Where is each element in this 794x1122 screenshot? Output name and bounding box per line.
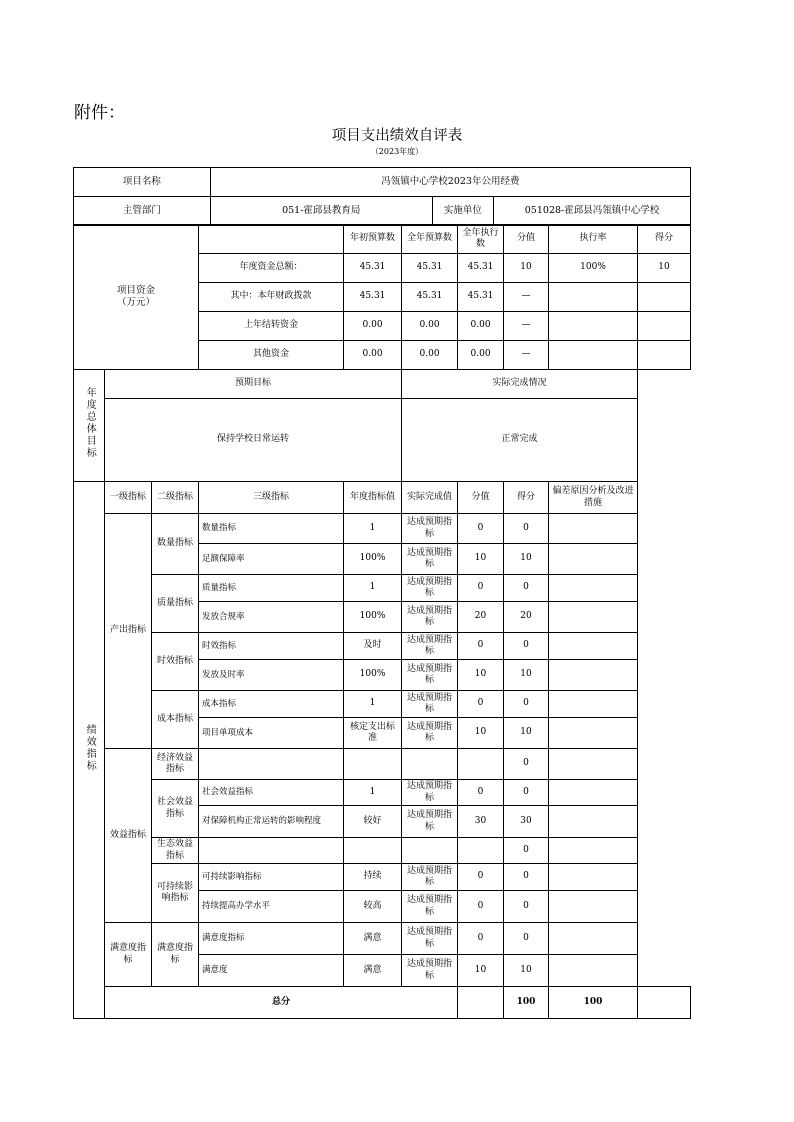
ind-header: 实际完成值 [402, 482, 458, 514]
fund-header: 全年预算数 [402, 225, 458, 254]
annex-label: 附件： [74, 103, 125, 123]
ind-header: 三级指标 [199, 482, 344, 514]
indicator-name: 足额保障率 [199, 544, 344, 575]
indicator-deviation [549, 749, 638, 780]
indicator-value [458, 749, 504, 780]
indicator-deviation [549, 780, 638, 806]
indicator-deviation [549, 806, 638, 838]
fund-header: 年初预算数 [344, 225, 402, 254]
indicator-value [458, 838, 504, 864]
indicator-deviation [549, 602, 638, 633]
indicator-score: 30 [504, 806, 549, 838]
indicator-deviation [549, 544, 638, 575]
indicator-target: 1 [344, 691, 402, 718]
ind-header: 二级指标 [152, 482, 199, 514]
indicator-deviation [549, 864, 638, 891]
expected-goal-header: 预期目标 [105, 370, 402, 399]
indicator-target: 较高 [344, 891, 402, 923]
fund-full: 0.00 [402, 312, 458, 341]
fund-full: 45.31 [402, 283, 458, 312]
indicator-value: 20 [458, 602, 504, 633]
indicator-name: 发放合规率 [199, 602, 344, 633]
indicator-score: 0 [504, 923, 549, 955]
indicator-score: 0 [504, 514, 549, 544]
fund-full: 45.31 [402, 254, 458, 283]
indicator-score: 0 [504, 891, 549, 923]
indicator-target [344, 749, 402, 780]
level1-satisfaction: 满意度指标 [105, 923, 152, 987]
indicator-target: 1 [344, 514, 402, 544]
indicator-value: 10 [458, 544, 504, 575]
indicator-value: 0 [458, 780, 504, 806]
fund-init: 0.00 [344, 312, 402, 341]
ind-header: 得分 [504, 482, 549, 514]
fund-score-value: 10 [504, 254, 549, 283]
level1-output: 产出指标 [105, 514, 152, 749]
ind-header: 偏差原因分析及改进措施 [549, 482, 638, 514]
total-score: 100 [549, 987, 638, 1019]
indicator-name: 可持续影响指标 [199, 864, 344, 891]
indicator-value: 10 [458, 718, 504, 749]
department-label: 主管部门 [74, 197, 211, 226]
total-deviation [638, 987, 691, 1019]
indicator-score: 10 [504, 955, 549, 987]
indicator-actual: 达成预期指标 [402, 780, 458, 806]
level2-timeliness: 时效指标 [152, 633, 199, 691]
year-subtitle: （2023年度） [370, 147, 424, 156]
indicator-actual: 达成预期指标 [402, 891, 458, 923]
indicator-target: 1 [344, 780, 402, 806]
indicator-value: 0 [458, 864, 504, 891]
fund-init: 0.00 [344, 341, 402, 370]
evaluation-table [73, 167, 691, 226]
level2-sustainable: 可持续影响指标 [152, 864, 199, 923]
fund-row-label: 其中：本年财政拨款 [199, 283, 344, 312]
indicator-value: 0 [458, 514, 504, 544]
indicator-actual: 达成预期指标 [402, 602, 458, 633]
indicator-actual: 达成预期指标 [402, 864, 458, 891]
project-name-value: 冯瓴镇中心学校2023年公用经费 [210, 168, 690, 197]
indicator-name: 发放及时率 [199, 660, 344, 691]
level1-benefit: 效益指标 [105, 749, 152, 923]
fund-score-value: — [504, 283, 549, 312]
indicator-actual: 达成预期指标 [402, 514, 458, 544]
indicator-actual: 达成预期指标 [402, 544, 458, 575]
indicator-actual: 达成预期指标 [402, 691, 458, 718]
fund-row-label: 上年结转资金 [199, 312, 344, 341]
fund-exec: 0.00 [458, 341, 504, 370]
fund-score-value: — [504, 341, 549, 370]
fund-exec: 45.31 [458, 254, 504, 283]
indicator-name [199, 838, 344, 864]
perf-indicator-label: 绩效指标 [74, 482, 105, 1019]
fund-exec: 45.31 [458, 283, 504, 312]
indicator-score: 0 [504, 691, 549, 718]
fund-rate [549, 312, 638, 341]
impl-unit-value: 051028-霍邱县冯瓴镇中心学校 [494, 197, 691, 226]
indicator-value: 0 [458, 691, 504, 718]
indicator-deviation [549, 633, 638, 660]
indicator-value: 30 [458, 806, 504, 838]
indicator-target: 核定支出标准 [344, 718, 402, 749]
indicator-actual: 达成预期指标 [402, 633, 458, 660]
fund-score [638, 283, 691, 312]
indicator-name: 数量指标 [199, 514, 344, 544]
level2-ecological: 生态效益指标 [152, 838, 199, 864]
indicator-actual: 达成预期指标 [402, 806, 458, 838]
indicator-score: 10 [504, 718, 549, 749]
fund-rate [549, 283, 638, 312]
page-title: 项目支出绩效自评表 [331, 128, 463, 144]
indicator-target: 持续 [344, 864, 402, 891]
indicator-deviation [549, 575, 638, 602]
ind-header: 年度指标值 [344, 482, 402, 514]
level2-quality: 质量指标 [152, 575, 199, 633]
total-label: 总分 [105, 987, 458, 1019]
fund-score [638, 341, 691, 370]
fund-row-label: 年度资金总额： [199, 254, 344, 283]
indicator-score: 10 [504, 544, 549, 575]
indicator-score: 0 [504, 633, 549, 660]
indicator-target: 1 [344, 575, 402, 602]
actual-goal-value: 正常完成 [402, 399, 638, 482]
indicator-target: 及时 [344, 633, 402, 660]
project-name-label: 项目名称 [74, 168, 211, 197]
level2-quantity: 数量指标 [152, 514, 199, 575]
impl-unit-label: 实施单位 [432, 197, 493, 226]
fund-score: 10 [638, 254, 691, 283]
fund-init: 45.31 [344, 254, 402, 283]
fund-rate: 100% [549, 254, 638, 283]
fund-exec: 0.00 [458, 312, 504, 341]
indicator-deviation [549, 955, 638, 987]
indicator-value: 0 [458, 633, 504, 660]
indicator-value: 10 [458, 955, 504, 987]
fund-init: 45.31 [344, 283, 402, 312]
indicator-deviation [549, 660, 638, 691]
evaluation-table-lower [73, 224, 691, 1019]
indicator-value: 0 [458, 575, 504, 602]
indicator-name [199, 749, 344, 780]
indicator-target: 满意 [344, 923, 402, 955]
indicator-actual: 达成预期指标 [402, 660, 458, 691]
indicator-actual: 达成预期指标 [402, 575, 458, 602]
fund-header: 得分 [638, 225, 691, 254]
indicator-name: 质量指标 [199, 575, 344, 602]
indicator-score: 20 [504, 602, 549, 633]
indicator-score: 0 [504, 749, 549, 780]
indicator-actual: 达成预期指标 [402, 955, 458, 987]
indicator-name: 社会效益指标 [199, 780, 344, 806]
total-value: 100 [504, 987, 549, 1019]
annual-goal-label: 年度总体目标 [74, 370, 105, 482]
actual-goal-header: 实际完成情况 [402, 370, 638, 399]
indicator-name: 持续提高办学水平 [199, 891, 344, 923]
indicator-target: 100% [344, 602, 402, 633]
indicator-target: 满意 [344, 955, 402, 987]
fund-header-blank [199, 225, 344, 254]
level2-satisfaction: 满意度指标 [152, 923, 199, 987]
fund-score-value: — [504, 312, 549, 341]
indicator-target: 较好 [344, 806, 402, 838]
indicator-deviation [549, 514, 638, 544]
indicator-actual [402, 749, 458, 780]
level2-cost: 成本指标 [152, 691, 199, 749]
total-blank [458, 987, 504, 1019]
indicator-name: 对保障机构正常运转的影响程度 [199, 806, 344, 838]
indicator-score: 0 [504, 575, 549, 602]
indicator-deviation [549, 691, 638, 718]
fund-label: 项目资金 （万元） [74, 225, 199, 370]
level2-economic: 经济效益指标 [152, 749, 199, 780]
fund-header: 执行率 [549, 225, 638, 254]
indicator-score: 0 [504, 864, 549, 891]
fund-row-label: 其他资金 [199, 341, 344, 370]
indicator-value: 0 [458, 923, 504, 955]
indicator-score: 0 [504, 838, 549, 864]
fund-rate [549, 341, 638, 370]
fund-header: 全年执行数 [458, 225, 504, 254]
indicator-target: 100% [344, 544, 402, 575]
ind-header: 一级指标 [105, 482, 152, 514]
fund-header: 分值 [504, 225, 549, 254]
fund-full: 0.00 [402, 341, 458, 370]
level2-social: 社会效益指标 [152, 780, 199, 838]
indicator-deviation [549, 718, 638, 749]
indicator-deviation [549, 891, 638, 923]
fund-score [638, 312, 691, 341]
expected-goal-value: 保持学校日常运转 [105, 399, 402, 482]
indicator-name: 项目单项成本 [199, 718, 344, 749]
indicator-score: 0 [504, 780, 549, 806]
indicator-target [344, 838, 402, 864]
indicator-value: 10 [458, 660, 504, 691]
indicator-name: 成本指标 [199, 691, 344, 718]
indicator-value: 0 [458, 891, 504, 923]
indicator-actual: 达成预期指标 [402, 718, 458, 749]
department-value: 051-霍邱县教育局 [210, 197, 432, 226]
indicator-name: 满意度 [199, 955, 344, 987]
ind-header: 分值 [458, 482, 504, 514]
indicator-target: 100% [344, 660, 402, 691]
indicator-actual: 达成预期指标 [402, 923, 458, 955]
indicator-name: 满意度指标 [199, 923, 344, 955]
indicator-actual [402, 838, 458, 864]
indicator-score: 10 [504, 660, 549, 691]
indicator-deviation [549, 838, 638, 864]
indicator-name: 时效指标 [199, 633, 344, 660]
indicator-deviation [549, 923, 638, 955]
